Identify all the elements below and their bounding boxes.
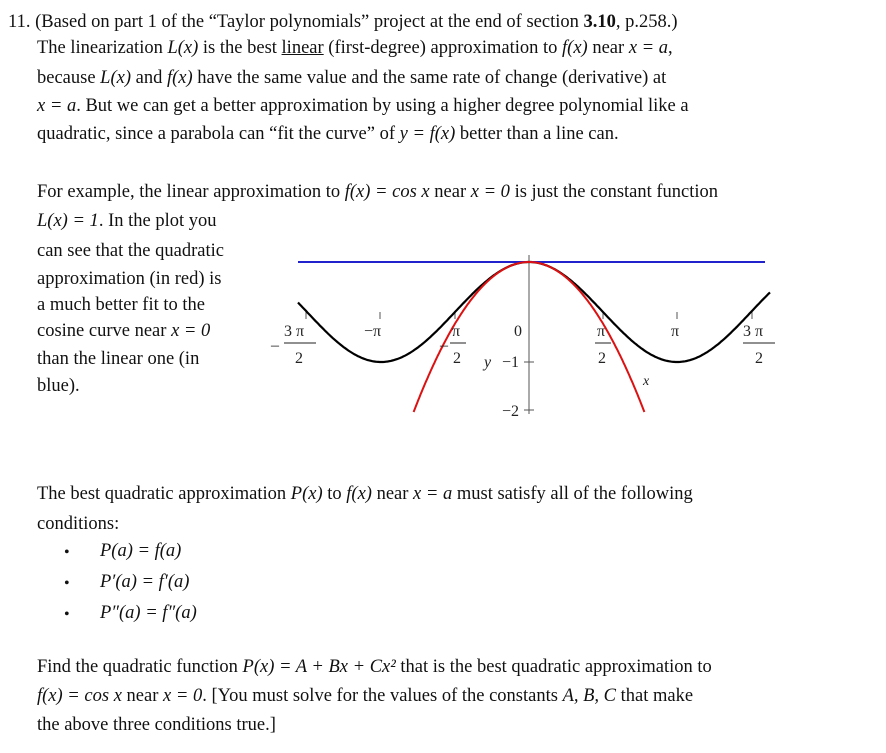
axis-label-x: x	[643, 374, 650, 389]
condition-item-1: P(a) = f(a)	[100, 541, 182, 561]
cosine-approximation-plot	[260, 236, 780, 446]
tick-label-zero: 0	[514, 323, 522, 340]
intro-line-5: quadratic, since a parabola can “fit the curve” of y = f(x) better than a line can.	[37, 124, 619, 144]
task-line-2: f(x) = cos x near x = 0. [You must solve for the values of the constants A, B, C that make	[37, 686, 694, 706]
tick-label-neg-pi-2-num: π	[452, 323, 461, 340]
example-line-6: cosine curve near x = 0	[37, 321, 211, 341]
tick-label-minus-sign-2: –	[440, 337, 448, 354]
y-tick-label-neg2: −2	[502, 403, 520, 420]
example-line-4: approximation (in red) is	[37, 269, 222, 289]
intro-line-4: x = a. But we can get a better approximation by using a higher degree polynomial like a	[37, 96, 689, 116]
intro-line-2: The linearization L(x) is the best linear (first-degree) approximation to f(x) near x = a,	[37, 38, 673, 58]
condition-item-2: P′(a) = f′(a)	[100, 572, 190, 592]
tick-label-3pi-2-num: 3 π	[743, 323, 764, 340]
task-line-1: Find the quadratic function P(x) = A + Bx + Cx² that is the best quadratic approximation to	[37, 657, 712, 677]
tick-label-pi-2-num: π	[597, 323, 606, 340]
problem-number: 11.	[8, 12, 31, 32]
example-line-5: a much better fit to the	[37, 295, 205, 315]
conditions-line-2: conditions:	[37, 514, 120, 534]
example-line-8: blue).	[37, 376, 80, 396]
intro-line-1: 11. (Based on part 1 of the “Taylor polynomials” project at the end of section 3.10, p.258.)	[8, 12, 678, 32]
task-line-3: the above three conditions true.]	[37, 715, 276, 735]
bullet-1: •	[64, 544, 70, 561]
condition-item-3: P″(a) = f″(a)	[100, 603, 197, 623]
y-tick-label-neg1: −1	[502, 354, 520, 371]
example-line-1: For example, the linear approximation to f(x) = cos x near x = 0 is just the constant function	[37, 182, 719, 202]
tick-label-pi-2-den: 2	[598, 350, 606, 367]
intro-line-3: because L(x) and f(x) have the same value and the same rate of change (derivative) at	[37, 68, 667, 88]
tick-label-minus-sign: –	[271, 337, 279, 354]
bullet-3: •	[64, 606, 70, 623]
tick-label-pi: π	[671, 323, 680, 340]
conditions-line-1: The best quadratic approximation P(x) to f(x) near x = a must satisfy all of the following	[37, 484, 693, 504]
example-line-3: can see that the quadratic	[37, 241, 224, 261]
example-line-7: than the linear one (in	[37, 349, 200, 369]
cosine-curve	[298, 262, 770, 362]
tick-label-3pi-2-den: 2	[755, 350, 763, 367]
example-line-2: L(x) = 1. In the plot you	[37, 211, 217, 231]
axis-label-y: y	[484, 354, 492, 371]
tick-label-neg-3pi-2-den: 2	[295, 350, 303, 367]
tick-label-neg-3pi-2-num: 3 π	[284, 323, 305, 340]
bullet-2: •	[64, 575, 70, 592]
tick-label-neg-pi-2-den: 2	[453, 350, 461, 367]
tick-label-neg-pi: −π	[364, 323, 382, 340]
